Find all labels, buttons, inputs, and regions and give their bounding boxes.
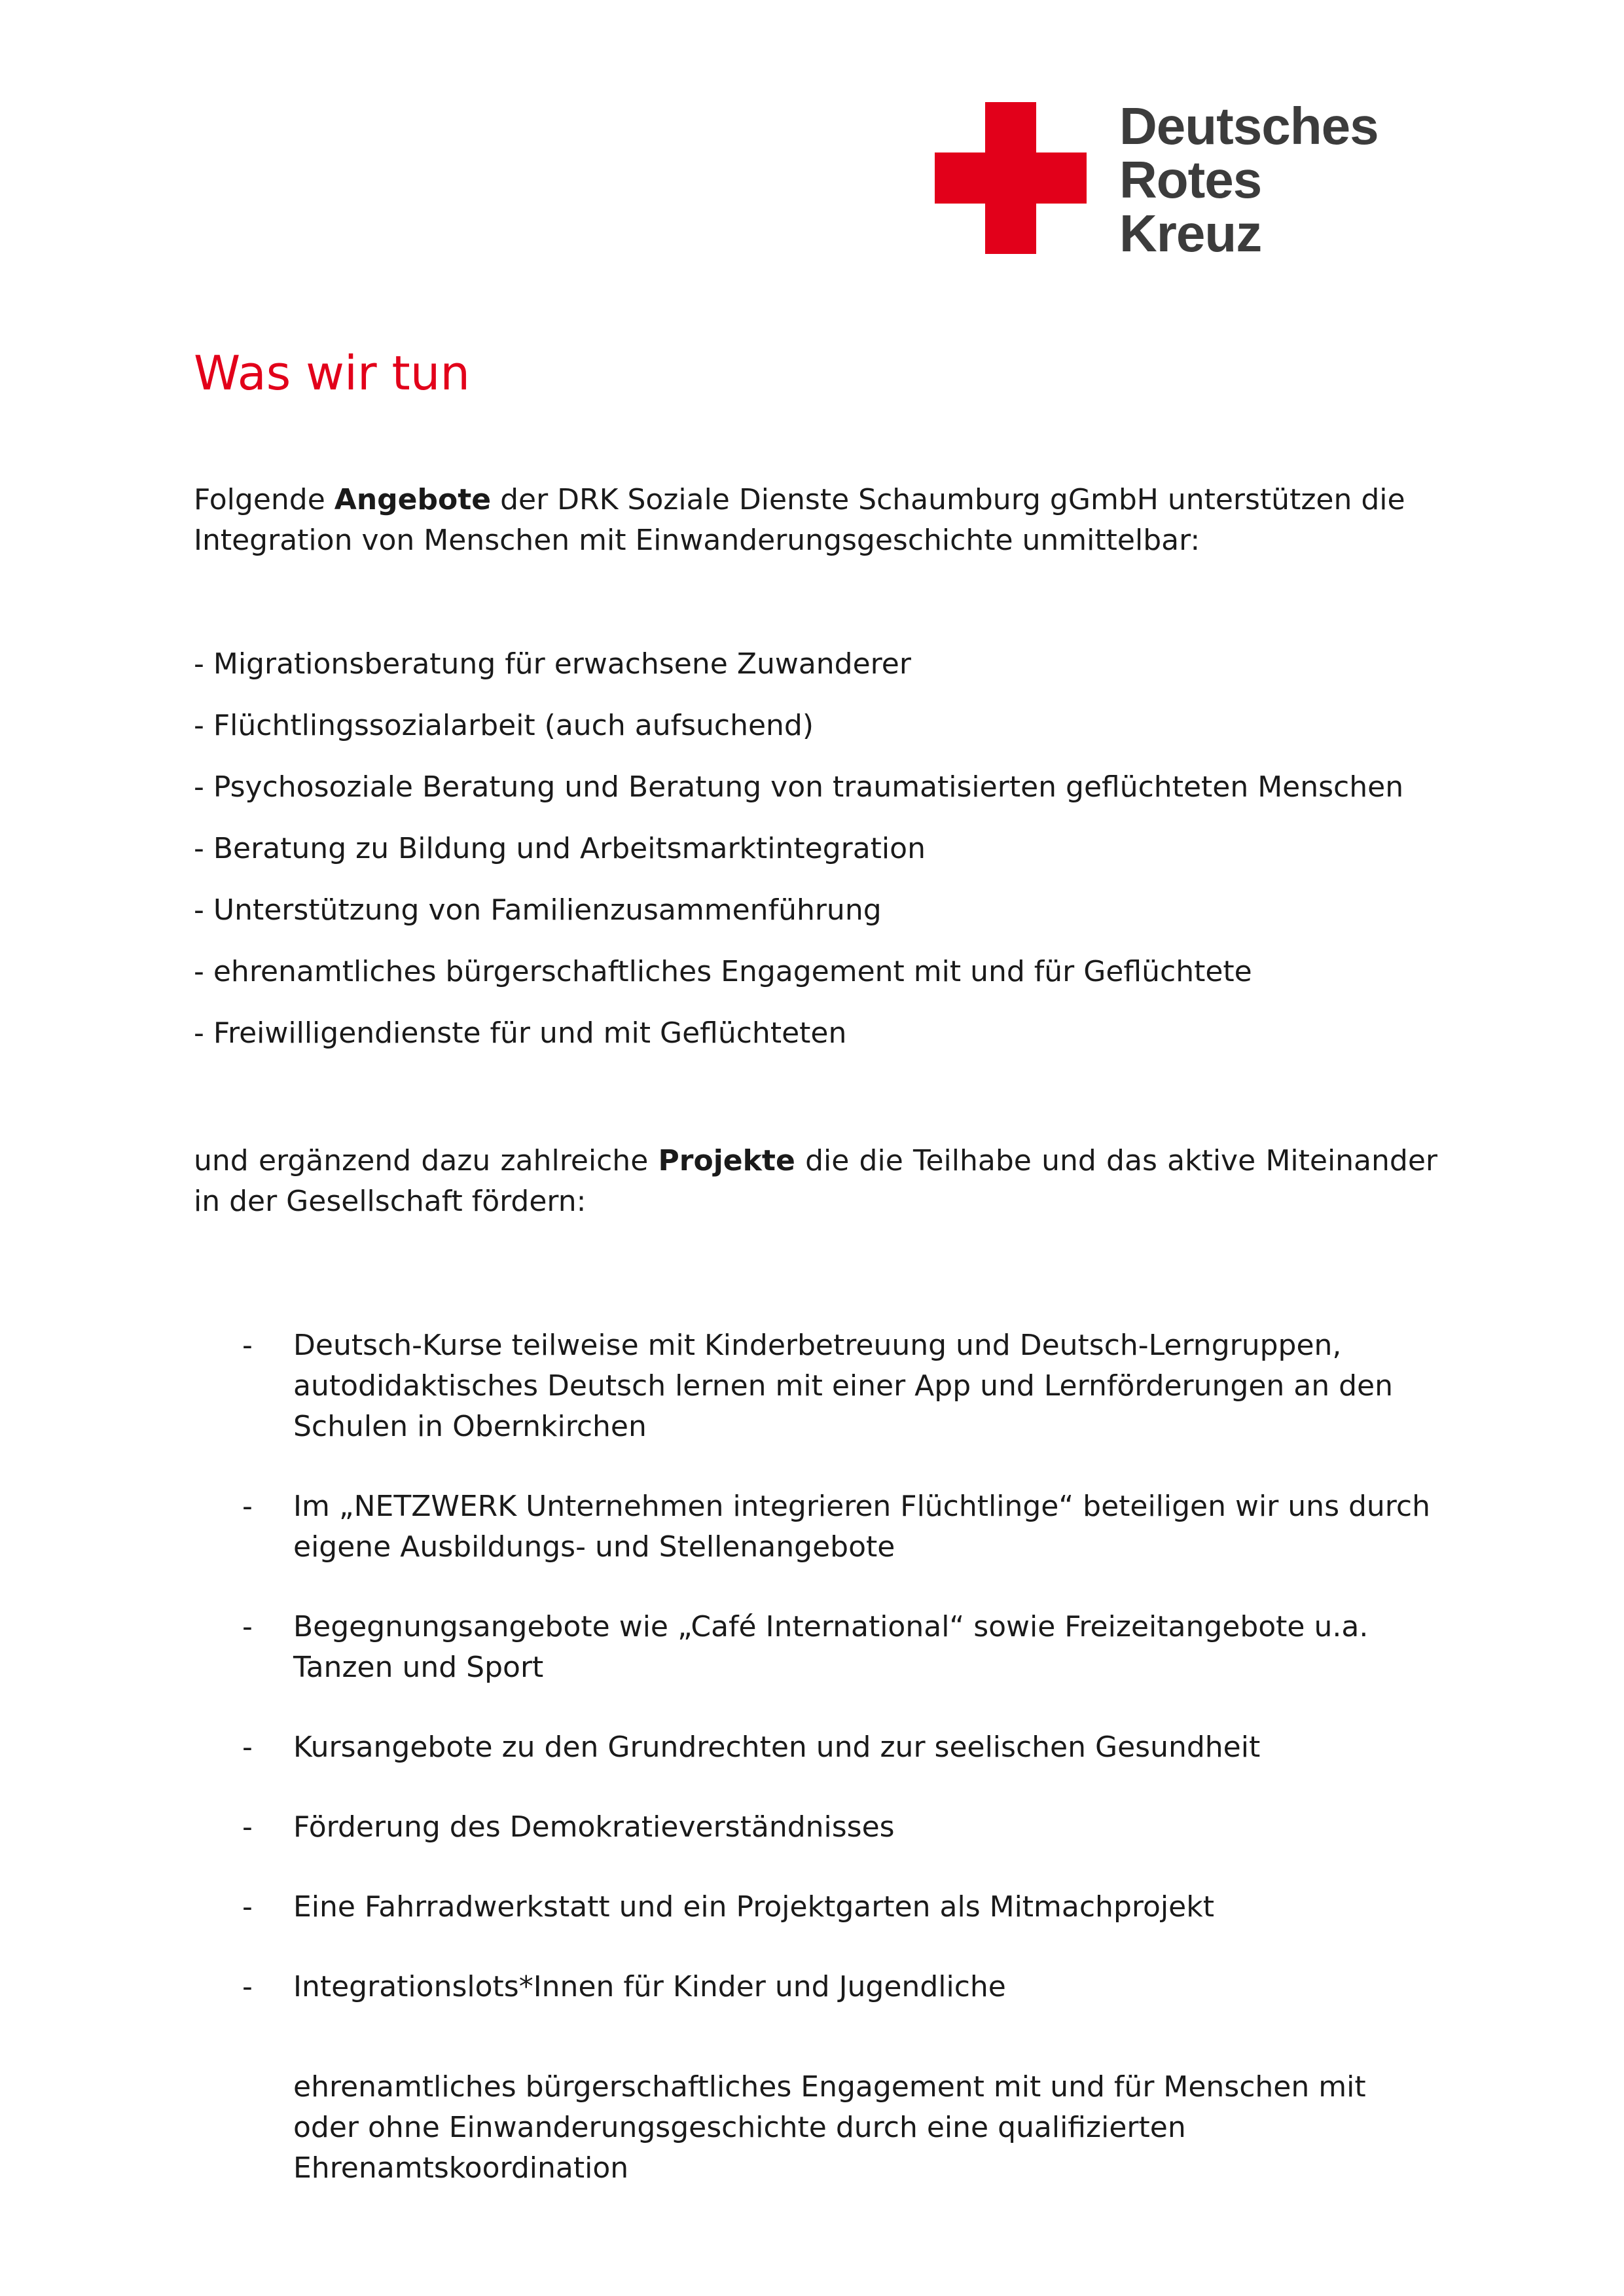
list-item (242, 1727, 1440, 1768)
list-item (242, 1887, 1440, 1928)
projects-intro-text-end: die die Teilhabe und das aktive Miteinander in der Gesellschaft fördern: (194, 1144, 1437, 1218)
project-text: Förderung des Demokratieverständnisses (293, 1810, 895, 1844)
list-item: - Migrationsberatung für erwachsene Zuwanderer (194, 647, 911, 681)
offers-list (194, 644, 1437, 1075)
bullet-dash: - (242, 1610, 253, 1643)
page-title: Was wir tun (194, 346, 470, 401)
list-item: - Unterstützung von Familienzusammenführung (194, 893, 882, 927)
list-item: - Psychosoziale Beratung und Beratung von traumatisierten geflüchteten Menschen (194, 770, 1404, 804)
bullet-dash: - (242, 1810, 253, 1844)
intro-paragraph (194, 480, 1437, 561)
bullet-dash: - (242, 1490, 253, 1523)
list-item: - Freiwilligendienste für und mit Geflüchteten (194, 1016, 847, 1050)
bullet-dash: - (242, 1731, 253, 1764)
projects-bold-term: Projekte (658, 1144, 795, 1177)
project-text: Deutsch-Kurse teilweise mit Kinderbetreuung und Deutsch-Lerngruppen, autodidaktisches Deutsch lernen mit einer App und Lernförderungen an den Schulen in Obernkirchen (293, 1329, 1394, 1443)
list-item (242, 1967, 1440, 2007)
project-text: Eine Fahrradwerkstatt und ein Projektgarten als Mitmachprojekt (293, 1890, 1214, 1924)
drk-logo (935, 99, 1432, 263)
red-cross-icon (935, 102, 1087, 254)
bullet-dash: - (242, 1329, 253, 1362)
intro-text-start: Folgende (194, 483, 334, 516)
list-item: - ehrenamtliches bürgerschaftliches Engagement mit und für Geflüchtete (194, 955, 1252, 988)
project-text: Integrationslots*Innen für Kinder und Jugendliche (293, 1970, 1006, 2003)
projects-intro-paragraph (194, 1141, 1437, 1222)
project-text: Im „NETZWERK Unternehmen integrieren Flüchtlinge“ beteiligen wir uns durch eigene Ausbildungs- und Stellenangebote (293, 1490, 1430, 1564)
project-text: Begegnungsangebote wie „Café International“ sowie Freizeitangebote u.a. Tanzen und Sport (293, 1610, 1369, 1684)
list-item (242, 1325, 1440, 1447)
logo-line-1: Deutsches (1119, 97, 1379, 155)
bullet-dash: - (242, 1890, 253, 1924)
projects-list (242, 1325, 1440, 2047)
logo-line-3: Kreuz (1119, 204, 1262, 262)
intro-text-end: der DRK Soziale Dienste Schaumburg gGmbH unterstützen die Integration von Menschen mit Einwanderungsgeschichte unmittelbar: (194, 483, 1405, 557)
list-item: - Flüchtlingssozialarbeit (auch aufsuchend) (194, 709, 814, 742)
logo-wordmark (1119, 99, 1379, 260)
logo-line-2: Rotes (1119, 151, 1262, 209)
intro-bold-term: Angebote (334, 483, 492, 516)
list-item: - Beratung zu Bildung und Arbeitsmarktintegration (194, 832, 926, 865)
projects-intro-text-start: und ergänzend dazu zahlreiche (194, 1144, 659, 1177)
list-item (242, 1607, 1440, 1688)
bullet-dash: - (242, 1970, 253, 2003)
list-item (242, 1807, 1440, 1848)
list-item (242, 1486, 1440, 1568)
closing-paragraph: ehrenamtliches bürgerschaftliches Engagement mit und für Menschen mit oder ohne Einwanderungsgeschichte durch eine qualifizierten Ehrenamtskoordination (293, 2070, 1366, 2185)
project-text: Kursangebote zu den Grundrechten und zur seelischen Gesundheit (293, 1731, 1261, 1764)
